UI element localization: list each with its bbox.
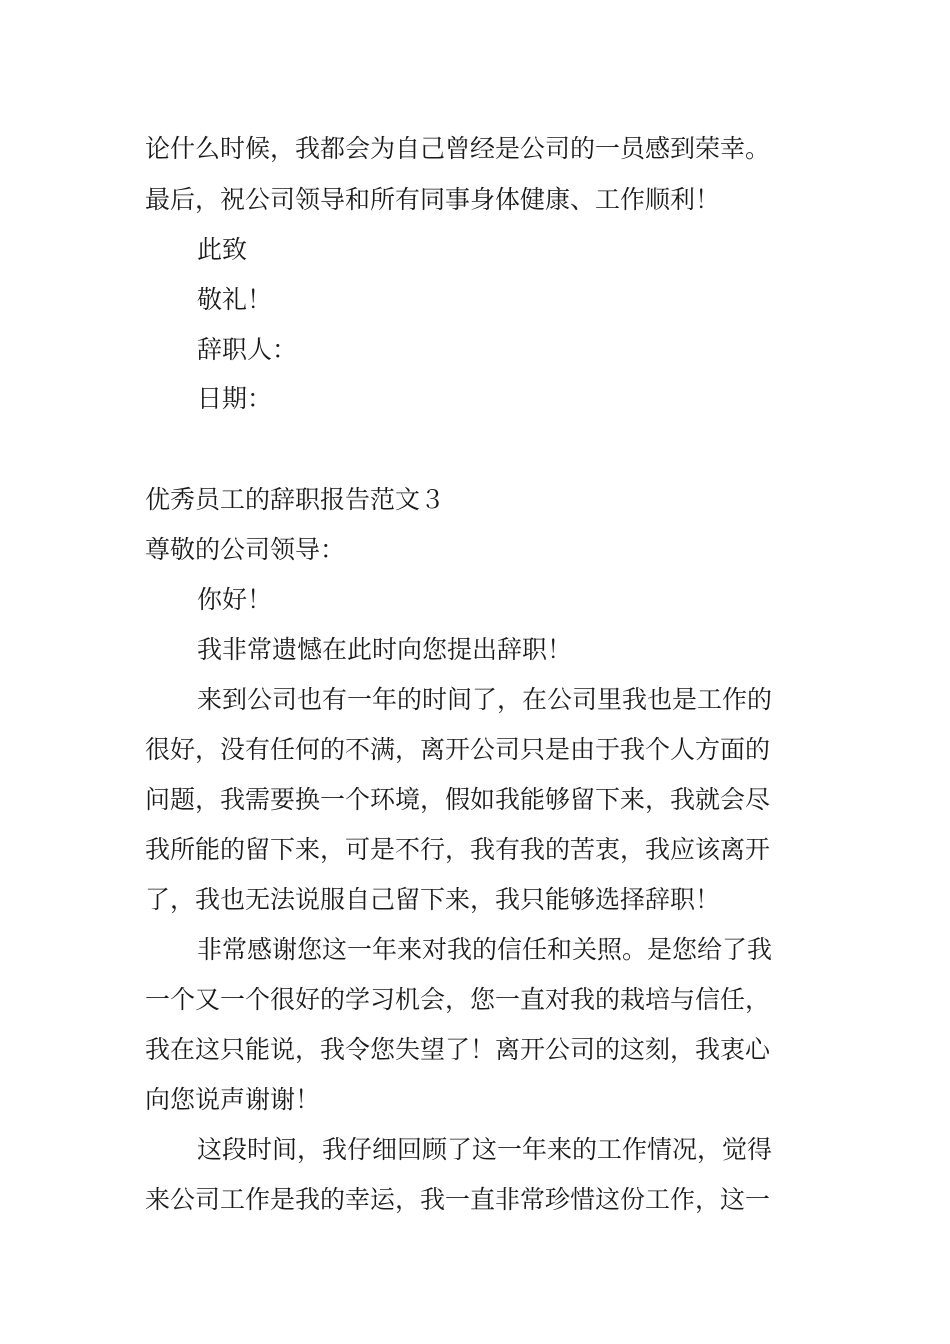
paragraph-line: 来到公司也有一年的时间了，在公司里我也是工作的 xyxy=(197,685,773,714)
date-label: 日期： xyxy=(197,384,273,413)
section-title: 优秀员工的辞职报告范文３ xyxy=(145,485,446,514)
greeting: 你好！ xyxy=(197,585,273,614)
paragraph-line: 问题，我需要换一个环境，假如我能够留下来，我就会尽 xyxy=(145,785,771,814)
paragraph-line: 非常感谢您这一年来对我的信任和关照。是您给了我 xyxy=(197,935,773,964)
paragraph-line: 很好，没有任何的不满，离开公司只是由于我个人方面的 xyxy=(145,735,771,764)
addressee: 尊敬的公司领导： xyxy=(145,535,346,564)
paragraph-line: 我所能的留下来，可是不行，我有我的苦衷，我应该离开 xyxy=(145,835,771,864)
paragraph-line: 我非常遗憾在此时向您提出辞职！ xyxy=(197,635,573,664)
paragraph-line: 这段时间，我仔细回顾了这一年来的工作情况，觉得 xyxy=(197,1135,773,1164)
text-line: 最后，祝公司领导和所有同事身体健康、工作顺利！ xyxy=(145,185,721,214)
closing-respects: 敬礼！ xyxy=(197,285,273,314)
closing-salutation: 此致 xyxy=(197,235,248,264)
paragraph-line: 了，我也无法说服自己留下来，我只能够选择辞职！ xyxy=(145,885,721,914)
resigner-label: 辞职人： xyxy=(197,335,298,364)
text-line: 论什么时候，我都会为自己曾经是公司的一员感到荣幸。 xyxy=(145,134,771,163)
paragraph-line: 向您说声谢谢！ xyxy=(145,1085,321,1114)
paragraph-line: 一个又一个很好的学习机会，您一直对我的栽培与信任， xyxy=(145,985,771,1014)
paragraph-line: 来公司工作是我的幸运，我一直非常珍惜这份工作，这一 xyxy=(145,1185,771,1214)
paragraph-line: 我在这只能说，我令您失望了！离开公司的这刻，我衷心 xyxy=(145,1035,771,1064)
